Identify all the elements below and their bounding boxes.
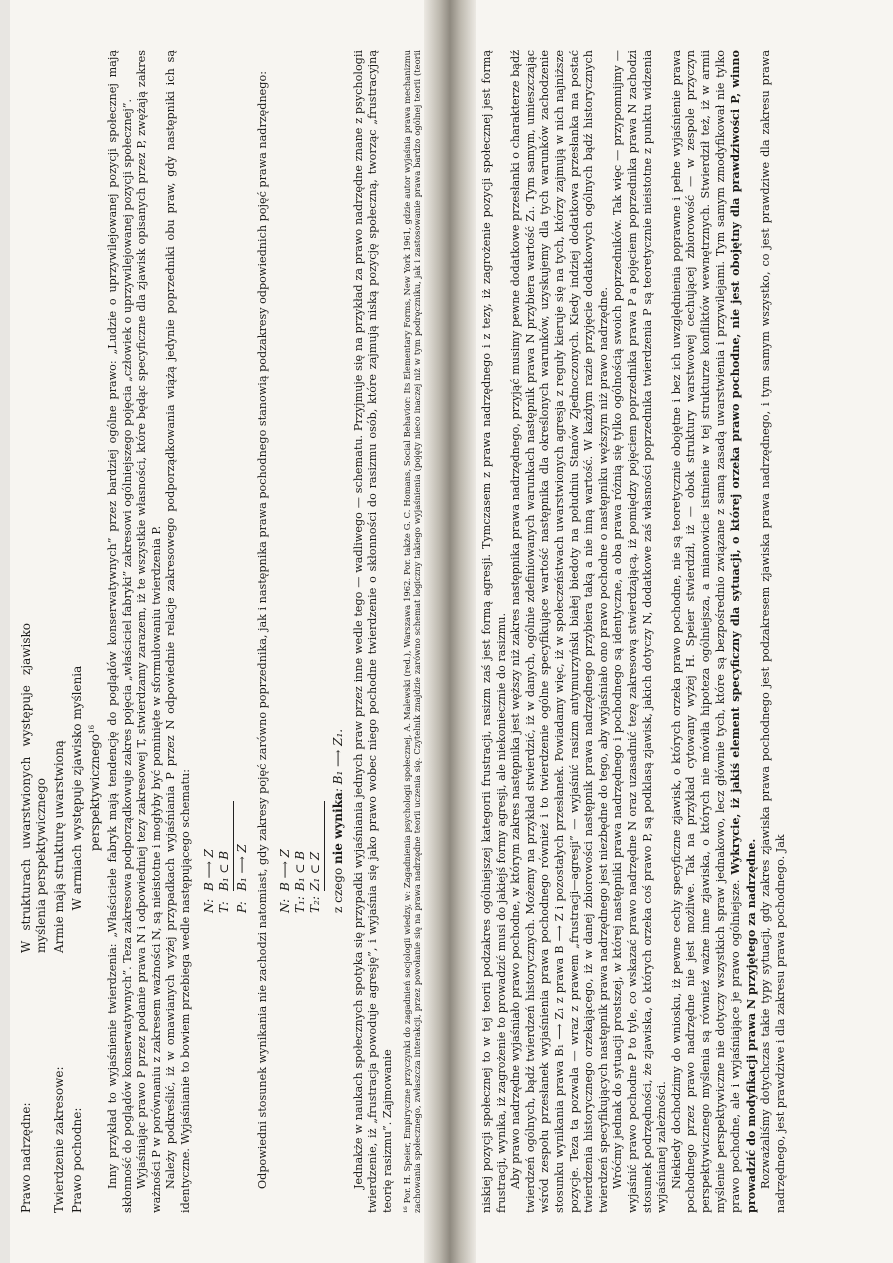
paragraph: Inny przykład to wyjaśnienie twierdzenia: „Właściciele fabryk mają tendencję do poglądów konserwatywnych” przez bardziej ogólne prawo: „Ludzie o uprzywilejowanej pozycji społecznej mają skłonność do poglądów konserwatywnych”. Teza zakresowa podporządkowuje zakres pojęcia „właściciel fabryki” zakresowi ogólniejszego pojęcia „człowiek o uprzywilejowanej pozycji społecznej”. [106,50,134,1213]
derived-text: W armiach występuje zjawisko myślenia perspektywicznego [70,665,102,911]
page-edge [0,0,10,1263]
schema-label: N: [201,898,216,913]
schema-label: T₁: [293,896,308,913]
paragraph: Wyjaśniając prawo P przez podanie prawa N i odpowiedniej tezy zakresowej T, stwierdzamy zarazem, iż te wszystkie własności, które będąc specyficzne dla zjawisk opisanych przez P, zwężają zakres ważności P w porównaniu z zakresem ważności N, są nieistotne i mogłyby być pominięte w sformułowaniu twierdzenia P. [135,50,163,1213]
book-gutter [424,0,476,1263]
schema-formula: Z₁ ⊂ Z [308,851,323,891]
schema-formula: B₁ ⊂ B [293,850,308,891]
emphasis-text: Wykrycie, iż jakiś element specyficzny dla sytuacji, o której orzeka prawo pochodne, nie jest obojętny dla prawdziwości P, winno prowadzić do modyfikacji prawa N przyjętego za nadrzędne. [728,50,758,1213]
claim-label: Twierdzenie zakresowe: [52,1066,66,1213]
paragraph: Wróćmy jednak do sytuacji prostszej, w której następniki prawa nadrzędnego i pochodnego są identyczne, a oba prawa różnią się tylko ogólnością swoich poprzedników. Tak więc — przypomnijmy — wyjaśnić prawo pochodne P to tyle, co wskazać prawo nadrzędne N oraz uzasadnić tezę zakresową stwierdzającą, iż pomiędzy pojęciem poprzednika prawa P a pojęciem poprzednika prawa N zachodzi stosunek podrzędności, że zjawiska, o których orzeka coś prawo P, są podklasą zjawisk, jakich dotyczy N, dodatkowe zaś własności poprzednika twierdzenia P są teoretycznie nieistotne z punktu widzenia wyjaśnianej zależności. [611,50,669,1213]
schema-valid [202,50,250,913]
schema-conclusion [331,50,346,913]
schema-label: P: [234,901,249,913]
paragraph-with-emphasis [670,50,760,1213]
right-page [480,40,880,1223]
law-top-text: W strukturach uwarstwionych występuje zjawisko myślenia perspektywicznego [19,623,48,953]
derived-label: Prawo pochodne: [70,1107,84,1213]
law-top [19,50,49,1213]
schema-rule [233,801,234,891]
paragraph: Odpowiedni stosunek wynikania nie zachodzi natomiast, gdy zakresy pojęć zarówno poprzednika, jak i następnika prawa pochodnego stanowią podzakresy odpowiednich pojęć prawa nadrzędnego: [255,71,269,1189]
derived-law [70,50,103,1213]
conclusion-prefix: z czego [331,867,346,913]
paragraph: Należy podkreślić, iż w omawianych wyżej przypadkach wyjaśniania P przez N odpowiednie relacje zakresowego podporządkowania wiążą jedynie poprzedniki obu praw, gdy następniki ich są identyczne. Wyjaśnianie to bowiem przebiega wedle następującego schematu: [164,50,192,1213]
law-top-label: Prawo nadrzędne: [19,1102,33,1213]
schema-formula: B₁ ⊂ B [216,850,231,891]
paragraph: Jednakże w naukach społecznych spotyka się przypadki wyjaśniania jednych praw przez inne wedle tego — wadliwego — schematu. Przyjmuje się na przykład za prawo nadrzędne znane z psychologii twierdzenie, iż „frustracja powoduje agresję”, i wyjaśnia się jako prawo wobec niego pochodne twierdzenie o skłonności do rasizmu osób, które zajmują niską pozycję społeczną, tworząc „frustracyjną teorię rasizmu”. Zajmowanie [351,50,394,1213]
schema-label: T₂: [308,896,323,913]
schema-formula: B ⟶ Z [201,849,216,891]
conclusion-bold: nie wynika [331,792,346,864]
schema-label: N: [278,898,293,913]
schema-invalid [278,50,325,913]
schema-formula: B₁ ⟶ Z [234,844,249,891]
left-page [16,40,421,1223]
paragraph: Rozważaliśmy dotychczas takie typy sytuacji, gdy zakres zjawiska prawa pochodnego jest podzakresem zjawiska prawa nadrzędnego, i tym samym wszystko, co jest prawdziwe dla zakresu prawa nadrzędnego, jest prawdziwe i dla zakresu prawa pochodnego. Jak [759,50,787,1213]
schema-formula: B ⟶ Z [278,849,293,891]
footnote: ¹⁶ Por. H. Speier, Empiryczne przyczynki do zagadnień socjologii wiedzy, w: Zagadnienia psychologii społecznej, A. Malewski (red.), Warszawa 1962. Por. także G. C. Homans, Social Behavior: Its Elementary Forms, New York 1961, gdzie autor wyjaśnia prawa mechanizmu zachowania społecznego, zwłaszcza interakcji, przez powołanie się na prawa nadrzędne teorii uczenia się. Czytelnik znajdzie zarówno schemat logiczny takiego wyjaśnienia (pojęty nieco inaczej niż w tym podręczniku, jak i zastosowanie prawa bardzo ogólnej teorii (teorii [401,50,423,1213]
paragraph: Aby prawo nadrzędne wyjaśniało prawo pochodne, w którym zakres następnika jest węższy niż zakres następnika prawa nadrzędnego, przyjąć musimy pewne dodatkowe przesłanki o charakterze bądź twierdzeń ogólnych, bądź twierdzeń historycznych. Możemy na przykład stwierdzić, iż w danych, ogólnie zdefiniowanych warunkach następnik prawa N przybiera wartość Z₁. Tym samym, umieszczając wśród zespołu przesłanek wyjaśnienia prawa pochodnego również i to twierdzenie ogólne specyfikujące wartość następnika dla określonych warunków, uzyskujemy dla tych warunków zachodzenie stosunku wynikania prawa B₁ ⟶ Z₁ z prawa B ⟶ Z i pozostałych przesłanek. Powiadamy więc, iż w społeczeństwach uwarstwionych agresja z reguły kieruje się na tych, którzy zajmują w nich najniższe pozycje. Teza ta pozwala — wraz z prawem „frustracji—agresji” — wyjaśnić rasizm antymurzyński białej biedoty na południu Stanów Zjednoczonych. Kiedy indziej dodatkowa przesłanka ma postać twierdzenia historycznego orzekającego, iż w danej zbiorowości następnik prawa nadrzędnego przybiera taką a nie inną wartość. W każdym razie przyjęcie dodatkowych ogólnych bądź historycznych twierdzeń specyfikujących następnik prawa nadrzędnego jest niezbędne do tego, aby wyjaśniało ono prawo pochodne o następniku węższym niż prawo nadrzędne. [509,50,610,1213]
schema-rule [324,801,325,891]
paragraph-text: Niekiedy dochodzimy do wniosku, iż pewne cechy specyficzne zjawisk, o których orzeka prawo pochodne, nie są teoretycznie obojętne i bez ich uwzględnienia poprawne i pełne wyjaśnienie prawa pochodnego przez prawo nadrzędne nie jest możliwe. Tak na przykład cytowany wyżej H. Speier stwierdził, iż — obok struktury warstwowej cechującej zbiorowość — w zespole przyczyn perspektywicznego myślenia są również ważne inne zjawiska, o których nie mówiła hipoteza ogólniejsza, a mianowicie istnienie w tej strukturze konfliktów wewnętrznych. Stwierdził też, iż w armii myślenie perspektywiczne nie dotyczy wszystkich spraw jednakowo, lecz głównie tych, które są bezpośrednio związane z samą zasadą uwarstwienia i przywilejami. Tym samym zmodyfikował nie tylko prawo pochodne, ale i wyjaśniające je prawo ogólniejsze. [669,50,743,1213]
schema-label: T: [216,901,231,913]
derived-text-wrap [70,623,103,953]
claim-text: Armie mają strukturę uwarstwioną [52,740,66,953]
claim [52,50,67,1213]
conclusion-suffix: : B₁ ⟶ Z₁. [331,728,346,793]
paragraph: niskiej pozycji społecznej to w tej teorii podzakres ogólniejszej kategorii frustracji, rasizm zaś jest formą agresji. Tymczasem z prawa nadrzędnego i z tezy, iż zagrożenie pozycji społecznej jest formą frustracji, wynika, iż zagrożenie to prowadzić musi do jakiejś formy agresji, ale niekoniecznie do rasizmu. [480,50,508,1213]
derived-footnote-ref: 16 [88,724,96,734]
